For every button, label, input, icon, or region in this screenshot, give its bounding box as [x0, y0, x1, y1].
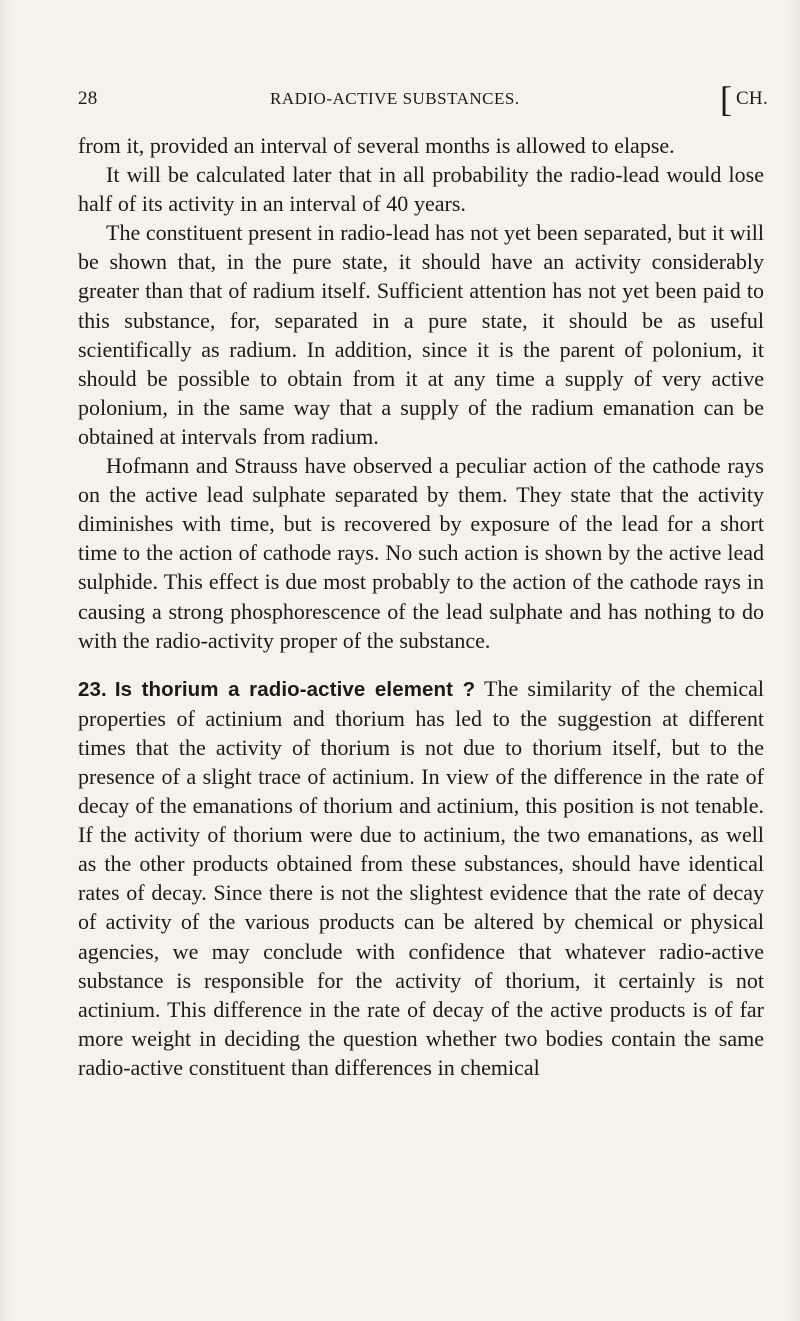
chapter-bracket: [ [719, 79, 733, 119]
page-text [78, 131, 764, 1082]
paragraph-cathode-ray-action: Hofmann and Strauss have observed a peculiar action of the cathode rays on the active lead sulphate separated by them. They state that the activity diminishes with time, but is recovered by exposure of the lead for a short time to the action of cathode rays. No such action is shown by the active lead sulphide. This effect is due most probably to the action of the cathode rays in causing a strong phosphorescence of the lead sulphate and has nothing to do with the radio-activity proper of the substance. [78, 453, 764, 653]
running-head: RADIO-ACTIVE SUBSTANCES. [270, 89, 520, 108]
chapter-abbreviation: CH. [735, 88, 768, 109]
section-heading: Is thorium a radio-active element ? [114, 677, 476, 701]
paragraph-radio-lead-half-life: It will be calculated later that in all probability the radio-lead would lose half of its activity in an interval of 40 years. [78, 162, 764, 217]
page-header [78, 79, 768, 119]
section-23-text: The similarity of the chemical properties of actinium and thorium has led to the suggestion at different times that the activity of thorium is not due to thorium itself, but to the presence of a slight trace of actinium. In view of the difference in the rate of decay of the emanations of thorium and actinium, this position is not tenable. If the activity of thorium were due to actinium, the two emanations, as well as the other products obtained from these substances, should have identical rates of decay. Since there is not the slightest evidence that the rate of decay of activity of the various products can be altered by chemical or physical agencies, we may conclude with confidence that whatever radio-active substance is responsible for the activity of thorium, it certainly is not actinium. This difference in the rate of decay of the active products is of far more weight in deciding the question whether two bodies contain the same radio-active constituent than differences in chemical [78, 675, 764, 1080]
chapter-mark [719, 79, 768, 119]
paragraph-continuation: from it, provided an interval of several months is allowed to elapse. [78, 133, 675, 158]
section-23-paragraph [78, 674, 764, 1082]
section-number: 23. [78, 677, 107, 701]
paragraph-radio-lead-constituent: The constituent present in radio-lead has not yet been separated, but it will be shown that, in the pure state, it should have an activity considerably greater than that of radium itself. Sufficient attention has not yet been paid to this substance, for, separated in a pure state, it should be as useful scientifically as radium. In addition, since it is the parent of polonium, it should be possible to obtain from it at any time a supply of very active polonium, in the same way that a supply of the radium emanation can be obtained at intervals from radium. [78, 220, 764, 449]
page-number: 28 [78, 88, 98, 109]
